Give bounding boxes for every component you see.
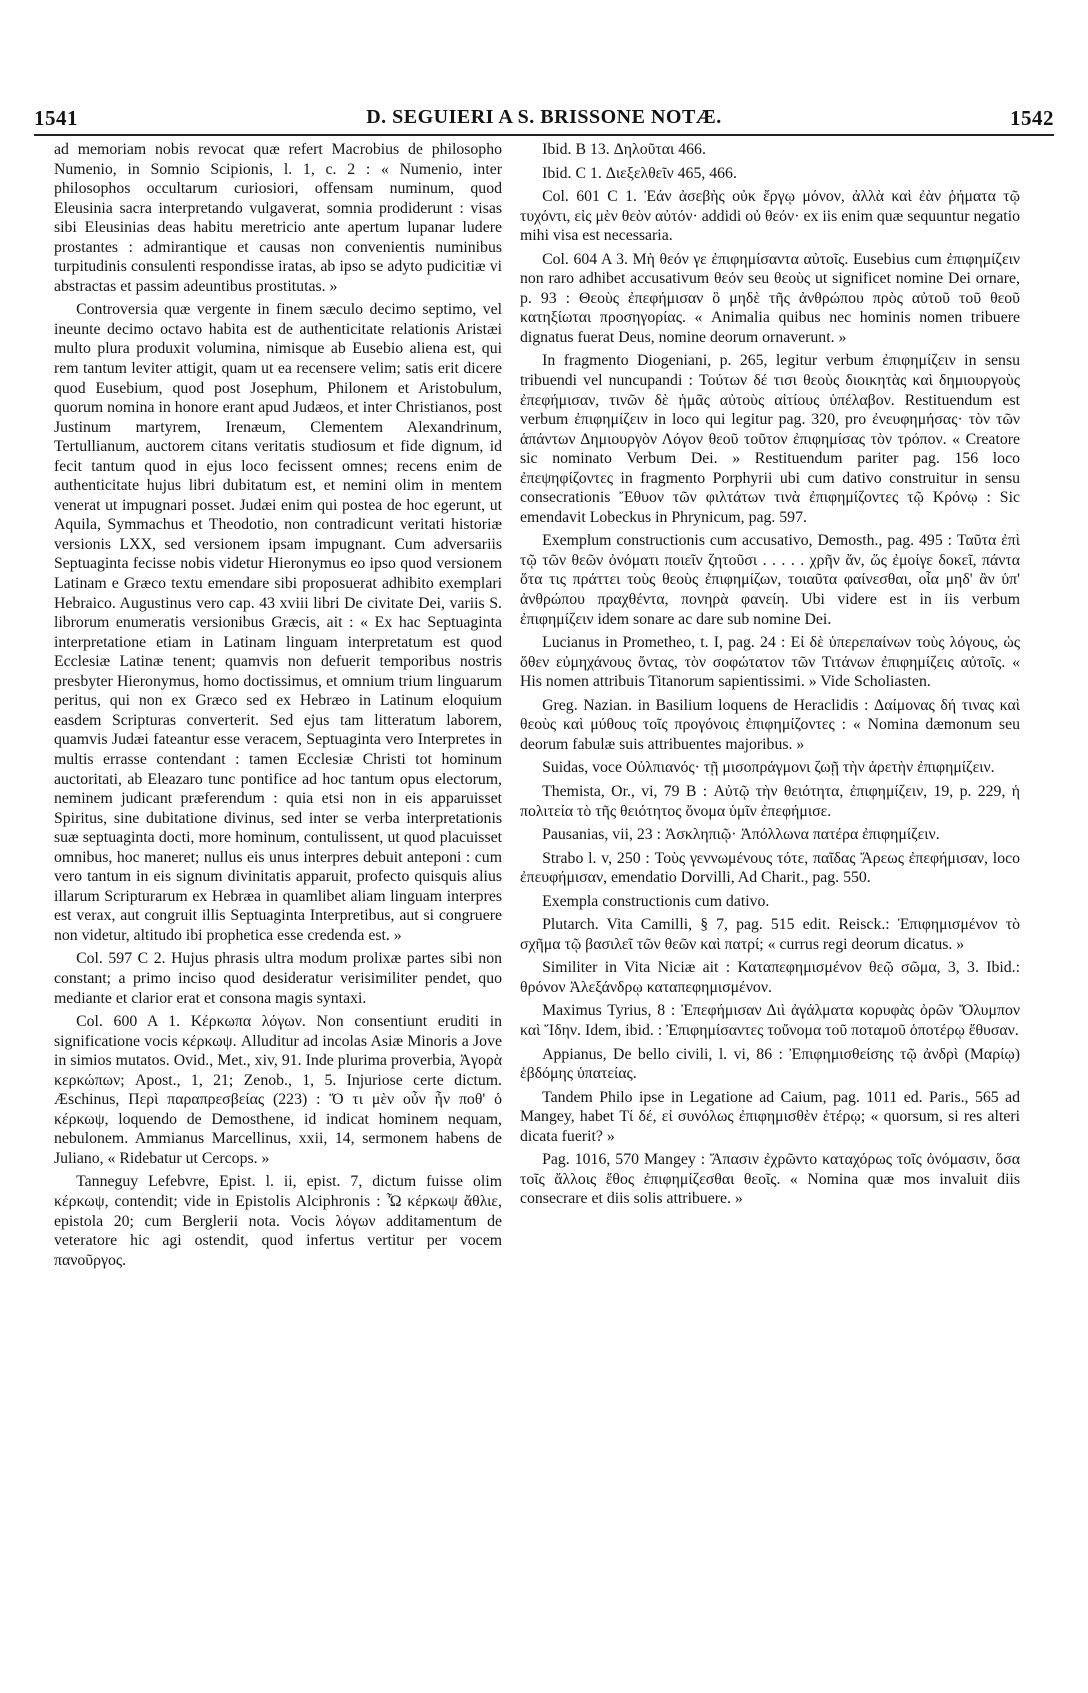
left-column: [54, 140, 502, 1680]
paragraph: Maximus Tyrius, 8 : Ἐπεφήμισαν Διὶ ἀγάλματα κορυφὰς ὀρῶν Ὄλυμπον καὶ Ἴδην. Idem, ibid. : Ἐπιφημίσαντες τοὔνομα τοῦ ποταμοῦ ὁποτέρῳ ἔθυσαν.: [520, 1002, 1020, 1039]
paragraph: Similiter in Vita Niciæ ait : Καταπεφημισμένον θεῷ σῶμα, 3, 3. Ibid.: θρόνον Ἀλεξάνδρῳ καταπεφημισμένον.: [520, 959, 1020, 996]
paragraph: Suidas, voce Οὐλπιανός· τῇ μισοπράγμονι ζωῇ τὴν ἀρετὴν ἐπιφημίζειν.: [542, 759, 995, 777]
paragraph: Appianus, De bello civili, l. vi, 86 : Ἐπιφημισθείσης τῷ ἀνδρὶ (Μαρίῳ) ἑβδόμης ὑπατείας.: [520, 1045, 1020, 1083]
paragraph: ad memoriam nobis revocat quæ refert Macrobius de philosopho Numenio, in Somnio Scipionis, l. 1, c. 2 : « Numenio, inter philosophos occultarum curiosiori, offensam numinum, quod Eleusinia sacra interpretando vulgaverat, somnia prodiderunt : visas sibi Eleusinias deas habitu meretricio ante apertum lupanar ludere prostantes : admirantique et causas non convenientis numinibus turpitudinis consulenti respondisse iratas, ab ipso se adyto pudicitiæ vi abstractas et passim adeuntibus prostitutas. »: [54, 141, 502, 295]
paragraph: Strabo l. v, 250 : Τοὺς γεννωμένους τότε, παῖδας Ἄρεως ἐπεφήμισαν, loco ἐπευφήμισαν, emendatio Dorvilli, Ad Charit., pag. 550.: [520, 849, 1020, 887]
paragraph: Exempla constructionis cum dativo.: [542, 892, 770, 910]
paragraph: Pag. 1016, 570 Mangey : Ἅπασιν ἐχρῶντο καταχόρως τοῖς ὀνόμασιν, ὅσα τοῖς ἄλλοις ἔθος ἐπιφημίζεσθαι θεοῖς. « Nomina quæ mos invaluit diis consecrare et diis solis attribuere. »: [520, 1151, 1020, 1208]
paragraph: Greg. Nazian. in Basilium loquens de Heraclidis : Δαίμονας δή τινας καὶ θεοὺς καὶ μύθους τοῖς προγόνοις ἐπιφημίζοντες : « Nomina dæmonum seu deorum fabulæ suis attribuentes majoribus. »: [520, 696, 1020, 753]
paragraph: In fragmento Diogeniani, p. 265, legitur verbum ἐπιφημίζειν in sensu tribuendi vel nuncupandi : Τούτων δέ τισι θεοὺς διοικητὰς καὶ δημιουργοὺς ἐπεφήμισαν, τινῶν δὲ ἡμᾶς αὐτοὺς αἰτίους ὑπέλαβον. Restituendum est verbum ἐπιφημίζειν in loco qui legitur pag. 320, pro ἐνευφημήσας· τὸν τῶν ἁπάντων Δημιουργὸν Λόγον θεοῦ τοῦτον ἐπιφημίσας τὸν τρόπον. « Creatore sic nominato Verbum Dei. » Restituendum pariter pag. 156 loco ἐπεψηφίζοντες in fragmento Porphyrii ubi cum dativo construitur in sensu consecrationis Ἔθυον τῶν φιλτάτων τινὰ ἐπιφημίζοντες τῷ Κρόνῳ : Sic emendavit Lobeckus in Phrynicum, pag. 597.: [520, 352, 1020, 526]
column-number-left: 1541: [34, 106, 78, 130]
running-title: D. SEGUIERI A S. BRISSONE NOTÆ.: [366, 106, 722, 128]
paragraph: Ibid. B 13. Δηλοῦται 466.: [542, 141, 706, 158]
paragraph: Plutarch. Vita Camilli, § 7, pag. 515 edit. Reisck.: Ἐπιφημισμένον τὸ σχῆμα τῷ βασιλεῖ τῶν θεῶν καὶ πατρί; « currus regi deorum dicatus. »: [520, 916, 1020, 953]
paragraph: Controversia quæ vergente in finem sæculo decimo septimo, vel ineunte decimo octavo habita est de authenticitate relationis Aristæi multo plura produxit volumina, nimisque ab Eusebio aliena est, qui rem tantum leviter attigit, quam ut ea recensere velim; satis erit dicere quod Eusebium, quod post Josephum, Philonem et Aristobulum, quorum nomina in honore erant apud Judæos, et inter Christianos, post Justinum martyrem, Irenæum, Clementem Alexandrinum, Tertullianum, auctorem citans veritatis studiosum et fide dignum, id fecit tantum quod in ejus loco fecissent omnes; recens enim de authenticitate hujus libri dubitatum est, et nemini olim in mentem venerat ut impugnari posset. Judæi enim qui postea de hoc egerunt, ut Aquila, Symmachus et Theodotio, non contradicunt veritati historiæ versionis LXX, sed versionem ipsam impugnant. Cum adversariis Septuaginta fecisse nobis videtur Hieronymus eo ipso quod versionem Latinam e Græco textu emendare sibi proposuerat adhibito exemplari Hebraico. Augustinus vero cap. 43 xviii libri De civitate Dei, variis S. librorum enumeratis versionibus Græcis, ait : « Ex hac Septuaginta interpretatione etiam in Latinam linguam interpretatum est quod Ecclesiæ Latinæ tenent; quamvis non defuerit temporibus nostris presbyter Hieronymus, homo doctissimus, et omnium trium linguarum peritus, qui non ex Græco sed ex Hebræo in Latinum eloquium easdem Scripturas converterit. Sed ejus tam litteratum laborem, quamvis Judæi fateantur esse veracem, Septuaginta vero Interpretes in multis errasse contendant : tamen Ecclesiæ Christi tot hominum auctoritati, ab Eleazaro tunc pontifice ad hoc tantum opus electorum, neminem judicant præferendum : quia etsi non in eis apparuisset Spiritus, sine dubitatione divinus, sed inter se verba interpretationis suæ septuaginta docti, more hominum, contulissent, ut quod placuisset omnibus, hoc maneret; nullus eis unus interpres debuit anteponi : cum vero tantum in eis signum divinitatis apparuit, profecto quisquis alius illarum Scripturarum ex Hebræa in quamlibet aliam linguam interpres est verax, aut congruit illis Septuaginta Interpretibus, aut si congruere non videtur, altitudo ibi prophetica esse credenda est. »: [54, 301, 502, 944]
paragraph: Ibid. C 1. Διεξελθεῖν 465, 466.: [542, 164, 737, 182]
paragraph: Col. 601 C 1. Ἐάν ἀσεβὴς οὐκ ἔργῳ μόνον, ἀλλὰ καὶ ἐὰν ῥήματα τῷ τυχόντι, εἰς μὲν θεὸν αὐτόν· addidi οὐ θεόν· ex iis enim quæ sequuntur negatio mihi visa est necessaria.: [520, 188, 1020, 245]
paragraph: Tandem Philo ipse in Legatione ad Caium, pag. 1011 ed. Paris., 565 ad Mangey, habet Τί δέ, εἰ συνόλως ἐπιφημισθὲν ἑτέρῳ; « quorsum, si res alteri dicata fuerit? »: [520, 1088, 1020, 1145]
paragraph: Col. 597 C 2. Hujus phrasis ultra modum prolixæ partes sibi non constant; a primo inciso quod desideratur verisimiliter pendet, quo mediante et clarior erat et consona magis syntaxi.: [54, 950, 502, 1007]
paragraph: Col. 600 A 1. Κέρκωπα λόγων. Non consentiunt eruditi in significatione vocis κέρκωψ. Alluditur ad incolas Asiæ Minoris a Jove in simios mutatos. Ovid., Met., xiv, 91. Inde plurima proverbia, Ἀγορὰ κερκώπων; Apost., 1, 21; Zenob., 1, 5. Injuriose certe dictum. Æschinus, Περὶ παραπρεσβείας (223) : Ὅ τι μὲν οὖν ἦν ποθ' ὁ κέρκωψ, loquendo de Demosthene, id indicat hominem nequam, nebulonem. Ammianus Marcellinus, xxii, 14, sermonem habens de Juliano, « Ridebatur ut Cercops. »: [54, 1013, 502, 1167]
paragraph: Pausanias, vii, 23 : Ἀσκληπιῷ· Ἀπόλλωνα πατέρα ἐπιφημίζειν.: [542, 826, 940, 844]
paragraph: Lucianus in Prometheo, t. I, pag. 24 : Εἰ δὲ ὑπερεπαίνων τοὺς λόγους, ὡς ὅθεν εὐμηχάνους ὄντας, τὸν σοφώτατον τῶν Τιτάνων ἐπιφημίζεις αὐτοῖς. « His nomen attribuis Titanorum sapientissimi. » Vide Scholiasten.: [520, 634, 1020, 691]
paragraph: Exemplum constructionis cum accusativo, Demosth., pag. 495 : Ταῦτα ἐπὶ τῷ τῶν θεῶν ὀνόματι ποιεῖν ζητοῦσι . . . . . χρῆν ἄν, ὥς ἐμοίγε δοκεῖ, πάντα ὅτα τις πράττει τοὺς θεοὺς ἐπιφημίζων, τοιαῦτα φαίνεσθαι, οἷα μηδ' ἂν ὑπ' ἀνθρώπου πραχθέντα, πονηρὰ φανείη. Ubi videre est in iis verbum ἐπιφημίζειν idem sonare ac dare sub nomine Dei.: [520, 532, 1020, 628]
paragraph: Col. 604 A 3. Μὴ θεόν γε ἐπιφημίσαντα αὐτοῖς. Eusebius cum ἐπιφημίζειν non raro adhibet accusativum θεόν seu θεοὺς ut significet nomine Dei ornare, p. 93 : Θεοὺς ἐπεφήμισαν ὃ μηδὲ τῆς ἀνθρώπου πρὸς αὐτοῦ τοῦ θεοῦ κατηξίωται προσηγορίας. « Animalia quibus nec hominis nomen tribuere dignatus fuerat Deus, nomine deorum ornaverunt. »: [520, 250, 1020, 346]
paragraph: Themista, Or., vi, 79 B : Αὐτῷ τὴν θειότητα, ἐπιφημίζειν, 19, p. 229, ἡ πολιτεία τὸ τῆς θειότητος ὄνομα ὑμῖν ἐπεφήμισε.: [520, 782, 1020, 820]
column-number-right: 1542: [1010, 106, 1054, 130]
paragraph: Tanneguy Lefebvre, Epist. l. ii, epist. 7, dictum fuisse olim κέρκωψ, contendit; vide in Epistolis Alciphronis : Ὦ κέρκωψ ἄθλιε, epistola 20; cum Berglerii nota. Vocis λόγων additamentum de veteratore hic agi ostendit, quod infertus vertitur per vocem πανοῦργος.: [54, 1173, 502, 1269]
right-column: [520, 140, 1020, 1680]
running-header: [34, 104, 1054, 136]
